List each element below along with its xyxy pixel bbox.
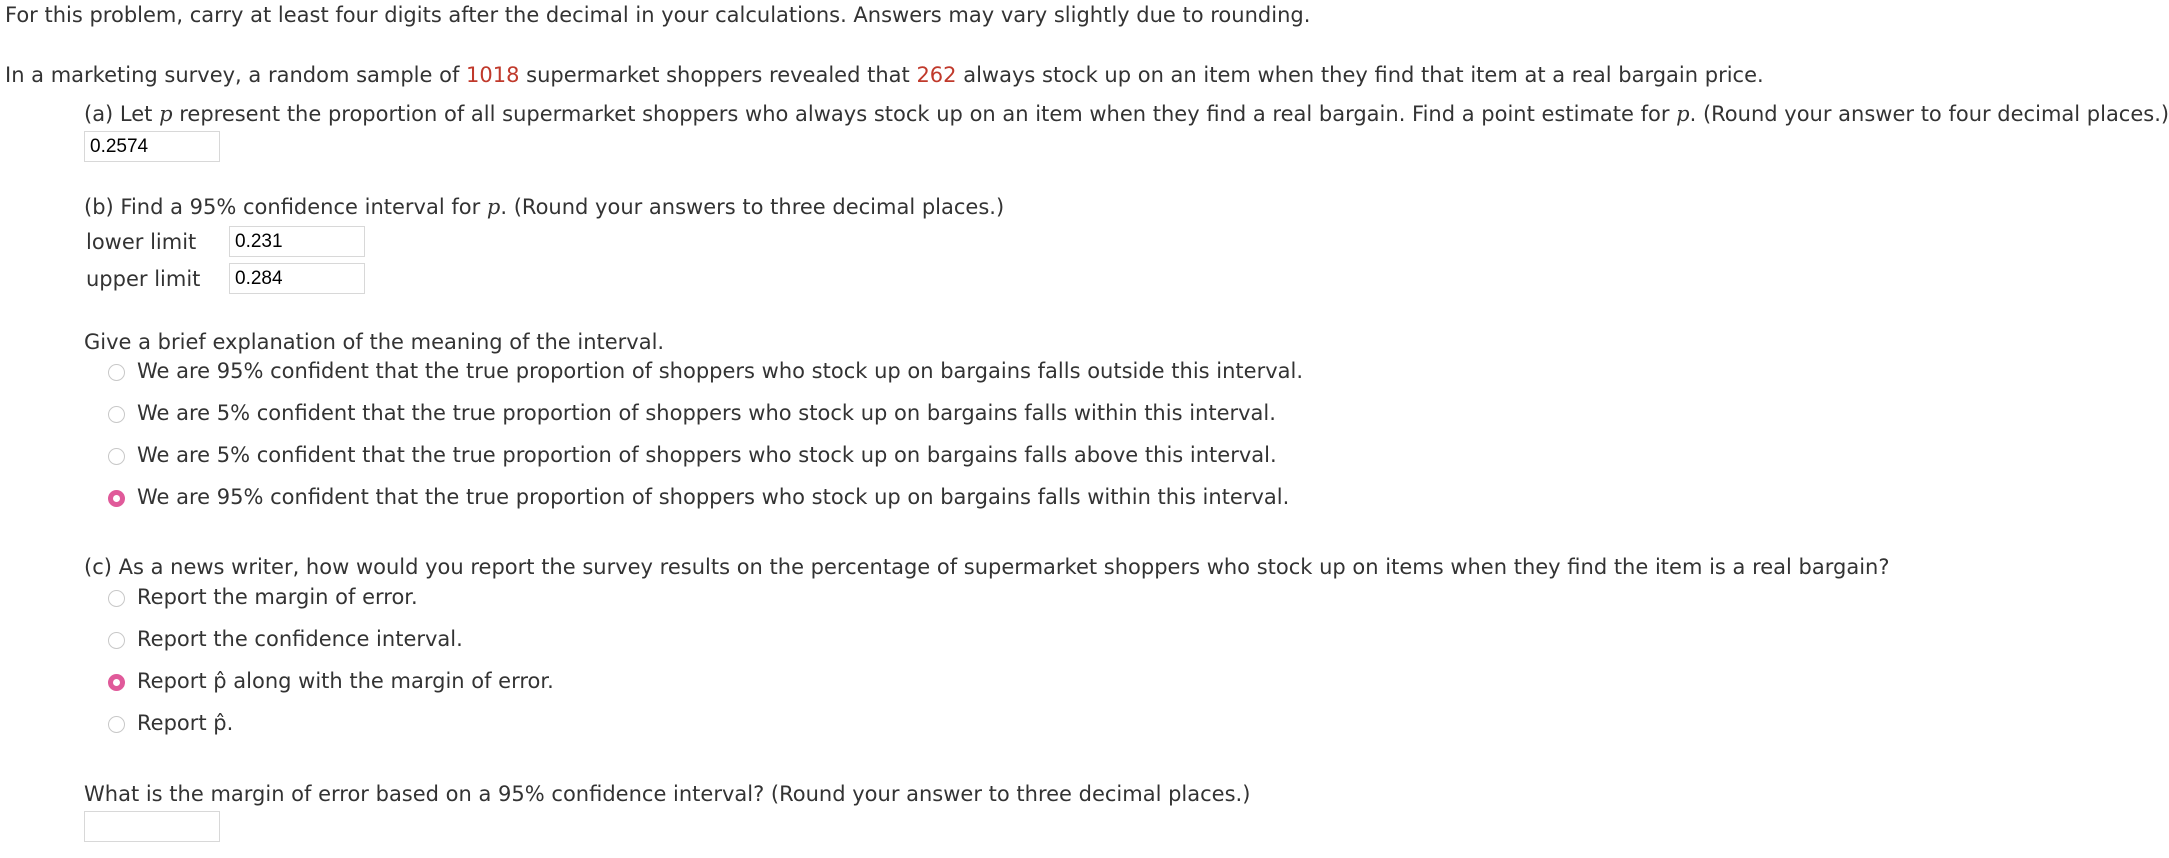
sample-size-value: 1018 (466, 63, 520, 87)
option-label: We are 95% confident that the true proportion of shoppers who stock up on bargains falls outside this interval. (137, 359, 1304, 383)
margin-of-error-input[interactable] (84, 811, 220, 842)
radio-button[interactable] (108, 448, 125, 465)
option-label: Report the confidence interval. (137, 627, 463, 651)
part-a-text-post: . (Round your answer to four decimal places.) (1689, 102, 2169, 126)
interval-explanation-prompt: Give a brief explanation of the meaning of the interval. (84, 330, 665, 354)
part-a-text-pre: (a) Let (84, 102, 160, 126)
part-a-var-p: p (159, 102, 173, 126)
option-label: Report the margin of error. (137, 585, 418, 609)
lower-limit-label: lower limit (86, 230, 197, 254)
survey-text-post: always stock up on an item when they find that item at a real bargain price. (956, 63, 1764, 87)
upper-limit-input[interactable] (229, 263, 365, 294)
survey-text-mid: supermarket shoppers revealed that (519, 63, 917, 87)
part-b-var-p: p (486, 195, 501, 219)
survey-statement (5, 62, 1764, 88)
radio-button[interactable] (108, 406, 125, 423)
lower-limit-input[interactable] (229, 226, 365, 257)
instructions-text: For this problem, carry at least four digits after the decimal in your calculations. Answers may vary slightly due to rounding. (5, 3, 1311, 27)
part-b-question (84, 194, 1004, 220)
part-b-text-pre: (b) Find a 95% confidence interval for (84, 195, 487, 219)
radio-button[interactable] (108, 590, 125, 607)
option-label: Report p̂ along with the margin of error. (137, 669, 554, 693)
option-label: We are 5% confident that the true proportion of shoppers who stock up on bargains falls above this interval. (137, 443, 1277, 467)
part-a-var-p2: p (1676, 102, 1690, 126)
success-count-value: 262 (916, 63, 957, 87)
point-estimate-input[interactable] (84, 131, 220, 162)
radio-button-selected[interactable] (108, 490, 125, 507)
radio-button-selected[interactable] (108, 674, 125, 691)
part-b-text-post: . (Round your answers to three decimal places.) (500, 195, 1005, 219)
option-label: We are 95% confident that the true proportion of shoppers who stock up on bargains falls within this interval. (137, 485, 1290, 509)
margin-of-error-prompt: What is the margin of error based on a 95% confidence interval? (Round your answer to three decimal places.) (84, 782, 1251, 806)
option-label: Report p̂. (137, 711, 234, 735)
radio-button[interactable] (108, 716, 125, 733)
survey-text-pre: In a marketing survey, a random sample of (5, 63, 467, 87)
part-a-text-mid: represent the proportion of all supermarket shoppers who always stock up on an item when they find a real bargain. Find a point estimate for (172, 102, 1677, 126)
option-label: We are 5% confident that the true proportion of shoppers who stock up on bargains falls within this interval. (137, 401, 1276, 425)
part-c-question: (c) As a news writer, how would you report the survey results on the percentage of supermarket shoppers who stock up on items when they find the item is a real bargain? (84, 555, 1890, 579)
radio-button[interactable] (108, 632, 125, 649)
upper-limit-label: upper limit (86, 267, 201, 291)
part-a-question (84, 101, 2169, 127)
radio-button[interactable] (108, 364, 125, 381)
